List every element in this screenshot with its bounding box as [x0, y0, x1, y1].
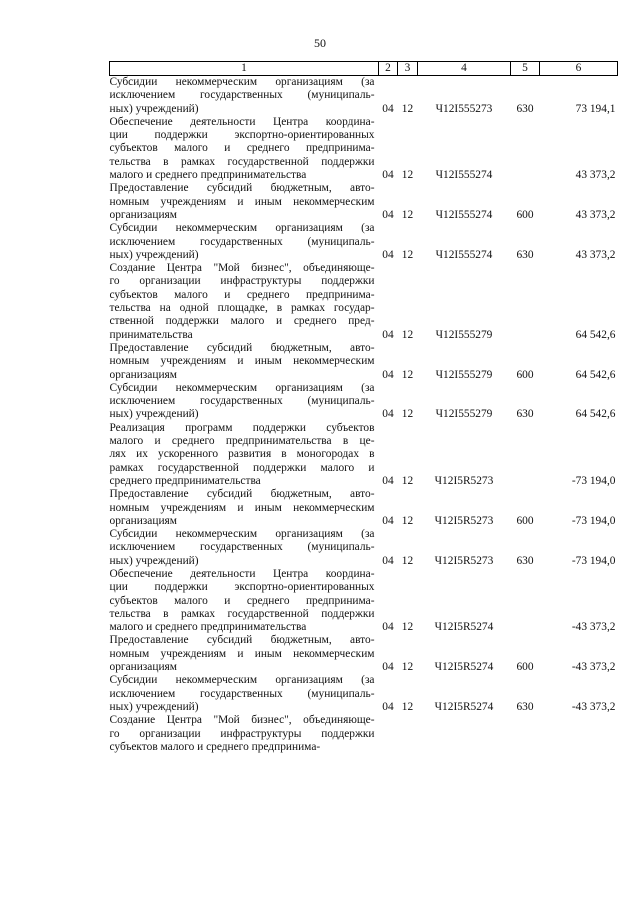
row-description [110, 422, 379, 488]
row-description [110, 528, 379, 568]
target-article-code: Ч12I555279 [435, 408, 493, 421]
target-article-code: Ч12I5R5274 [434, 661, 494, 674]
table-row [110, 262, 618, 342]
subsection-code: 12 [401, 700, 414, 713]
target-article-code [418, 714, 511, 754]
description-line: лях их ускоренного развития в моногородах в [109, 448, 375, 461]
description-line: ственной поддержки малого и среднего пред- [109, 315, 375, 328]
amount-value: -73 194,0 [571, 554, 616, 567]
table-row [110, 422, 618, 488]
target-article-code: Ч12I5R5273 [434, 474, 494, 487]
section-code: 04 [382, 169, 394, 182]
section-code: 04 [382, 661, 394, 674]
expense-type-code: 600 [516, 208, 534, 221]
subsection-code: 12 [401, 408, 414, 421]
description-line: исключением государственных (муниципаль- [109, 395, 375, 408]
page-number: 50 [314, 36, 326, 50]
table-row [110, 116, 618, 182]
description-line: малого и среднего предпринимательства [109, 169, 307, 182]
target-article-code: Ч12I5R5274 [434, 621, 494, 634]
description-line: ных) учреждений) [109, 408, 199, 421]
column-header-4: 4 [418, 62, 511, 76]
row-description [110, 76, 379, 116]
description-line: исключением государственных (муниципаль- [109, 541, 375, 554]
description-line: номным учреждениям и иным некоммерческим [109, 501, 375, 514]
target-article-code: Ч12I555274 [435, 208, 493, 221]
row-description [110, 116, 379, 182]
amount-value [540, 714, 618, 754]
amount-value: 64 542,6 [575, 408, 616, 421]
description-line: Субсидии некоммерческим организациям (за [109, 381, 375, 394]
row-description [110, 342, 379, 382]
row-description [110, 634, 379, 674]
row-description [110, 262, 379, 342]
section-code: 04 [382, 102, 394, 115]
description-line: исключением государственных (муниципаль- [109, 687, 375, 700]
description-line: принимательства [109, 328, 193, 341]
table-row [110, 568, 618, 634]
row-description [110, 222, 379, 262]
expense-type-code [511, 568, 540, 634]
expense-type-code: 630 [516, 700, 534, 713]
description-line: номным учреждениям и иным некоммерческим [109, 355, 375, 368]
table-row [110, 528, 618, 568]
subsection-code [398, 714, 418, 754]
amount-value: -43 373,2 [571, 621, 616, 634]
column-header-3: 3 [398, 62, 418, 76]
target-article-code: Ч12I5R5273 [434, 554, 494, 567]
section-code: 04 [382, 248, 394, 261]
table-row [110, 382, 618, 422]
amount-value: -43 373,2 [571, 661, 616, 674]
description-line: субъектов малого и среднего предпринима- [109, 142, 375, 155]
description-line: ции поддержки экспортно-ориентированных [109, 129, 375, 142]
description-line: Обеспечение деятельности Центра координа- [109, 115, 375, 128]
target-article-code: Ч12I5R5273 [434, 514, 494, 527]
target-article-code: Ч12I5R5274 [434, 700, 494, 713]
expense-type-code [511, 262, 540, 342]
amount-value: 43 373,2 [575, 208, 616, 221]
subsection-code: 12 [401, 248, 414, 261]
section-code: 04 [382, 208, 394, 221]
subsection-code: 12 [401, 368, 414, 381]
description-line: организациям [109, 514, 178, 527]
amount-value: 64 542,6 [575, 328, 616, 341]
description-line: Субсидии некоммерческим организациям (за [109, 674, 375, 687]
column-header-6: 6 [540, 62, 618, 76]
expense-type-code [511, 116, 540, 182]
subsection-code: 12 [401, 328, 414, 341]
expense-type-code: 630 [516, 408, 534, 421]
description-line: Предоставление субсидий бюджетным, авто- [109, 634, 375, 647]
description-line: исключением государственных (муниципаль- [109, 235, 375, 248]
description-line: номным учреждениям и иным некоммерческим [109, 195, 375, 208]
description-line: рамках государственной поддержки малого и [109, 461, 375, 474]
description-line: Реализация программ поддержки субъектов [109, 421, 375, 434]
target-article-code: Ч12I555279 [435, 368, 493, 381]
description-line: субъектов малого и среднего предпринима- [109, 740, 321, 753]
table-row [110, 182, 618, 222]
description-line: Предоставление субсидий бюджетным, авто- [109, 182, 375, 195]
section-code: 04 [382, 328, 394, 341]
description-line: Субсидии некоммерческим организациям (за [109, 528, 375, 541]
description-line: среднего предпринимательства [109, 474, 261, 487]
amount-value: 43 373,2 [575, 169, 616, 182]
section-code: 04 [382, 700, 394, 713]
expense-type-code: 630 [516, 248, 534, 261]
description-line: Субсидии некоммерческим организациям (за [109, 222, 375, 235]
description-line: Создание Центра "Мой бизнес", объединяюще- [109, 262, 375, 275]
target-article-code: Ч12I555274 [435, 169, 493, 182]
row-description [110, 568, 379, 634]
description-line: тельства в рамках государственной поддержки [109, 607, 375, 620]
subsection-code: 12 [401, 474, 414, 487]
target-article-code: Ч12I555274 [435, 248, 493, 261]
description-line: ных) учреждений) [109, 700, 199, 713]
description-line: малого и среднего предпринимательства [109, 621, 307, 634]
table-row [110, 222, 618, 262]
description-line: субъектов малого и среднего предпринима- [109, 594, 375, 607]
description-line: тельства в рамках государственной поддержки [109, 155, 375, 168]
amount-value: 73 194,1 [575, 102, 616, 115]
section-code: 04 [382, 514, 394, 527]
description-line: тельства на одной площадке, в рамках государ- [109, 302, 375, 315]
description-line: организациям [109, 661, 178, 674]
subsection-code: 12 [401, 514, 414, 527]
row-description [110, 674, 379, 714]
description-line: малого и среднего предпринимательства в це- [109, 435, 375, 448]
section-code: 04 [382, 408, 394, 421]
row-description [110, 714, 379, 754]
section-code [379, 714, 398, 754]
row-description [110, 182, 379, 222]
description-line: Субсидии некоммерческим организациям (за [109, 76, 375, 88]
description-line: ных) учреждений) [109, 102, 199, 115]
expense-type-code: 600 [516, 514, 534, 527]
subsection-code: 12 [401, 102, 414, 115]
amount-value: -43 373,2 [571, 700, 616, 713]
description-line: Предоставление субсидий бюджетным, авто- [109, 488, 375, 501]
row-description [110, 488, 379, 528]
description-line: го организации инфраструктуры поддержки [109, 275, 375, 288]
expense-type-code [511, 714, 540, 754]
description-line: исключением государственных (муниципаль- [109, 89, 375, 102]
description-line: Обеспечение деятельности Центра координа- [109, 567, 375, 580]
column-header-2: 2 [379, 62, 398, 76]
amount-value: -73 194,0 [571, 474, 616, 487]
section-code: 04 [382, 368, 394, 381]
expense-type-code [511, 422, 540, 488]
table-row [110, 488, 618, 528]
table-row [110, 634, 618, 674]
expense-type-code: 600 [516, 368, 534, 381]
expense-type-code: 630 [516, 554, 534, 567]
budget-table [109, 61, 618, 754]
description-line: субъектов малого и среднего предпринима- [109, 288, 375, 301]
description-line: го организации инфраструктуры поддержки [109, 727, 375, 740]
amount-value: -73 194,0 [571, 514, 616, 527]
subsection-code: 12 [401, 661, 414, 674]
expense-type-code: 630 [516, 102, 534, 115]
target-article-code: Ч12I555279 [435, 328, 493, 341]
description-line: номным учреждениям и иным некоммерческим [109, 647, 375, 660]
column-header-5: 5 [511, 62, 540, 76]
table-row [110, 342, 618, 382]
description-line: организациям [109, 208, 178, 221]
description-line: ции поддержки экспортно-ориентированных [109, 581, 375, 594]
expense-type-code: 600 [516, 661, 534, 674]
section-code: 04 [382, 474, 394, 487]
subsection-code: 12 [401, 554, 414, 567]
subsection-code: 12 [401, 208, 414, 221]
section-code: 04 [382, 621, 394, 634]
table-row [110, 76, 618, 116]
target-article-code: Ч12I555273 [435, 102, 493, 115]
row-description [110, 382, 379, 422]
description-line: Предоставление субсидий бюджетным, авто- [109, 341, 375, 354]
subsection-code: 12 [401, 169, 414, 182]
table-row [110, 714, 618, 754]
description-line: Создание Центра "Мой бизнес", объединяюще- [109, 714, 375, 727]
description-line: организациям [109, 368, 178, 381]
table-row [110, 674, 618, 714]
amount-value: 43 373,2 [575, 248, 616, 261]
section-code: 04 [382, 554, 394, 567]
subsection-code: 12 [401, 621, 414, 634]
description-line: ных) учреждений) [109, 248, 199, 261]
column-header-1: 1 [110, 62, 379, 76]
amount-value: 64 542,6 [575, 368, 616, 381]
description-line: ных) учреждений) [109, 554, 199, 567]
table-header-row [110, 62, 618, 76]
